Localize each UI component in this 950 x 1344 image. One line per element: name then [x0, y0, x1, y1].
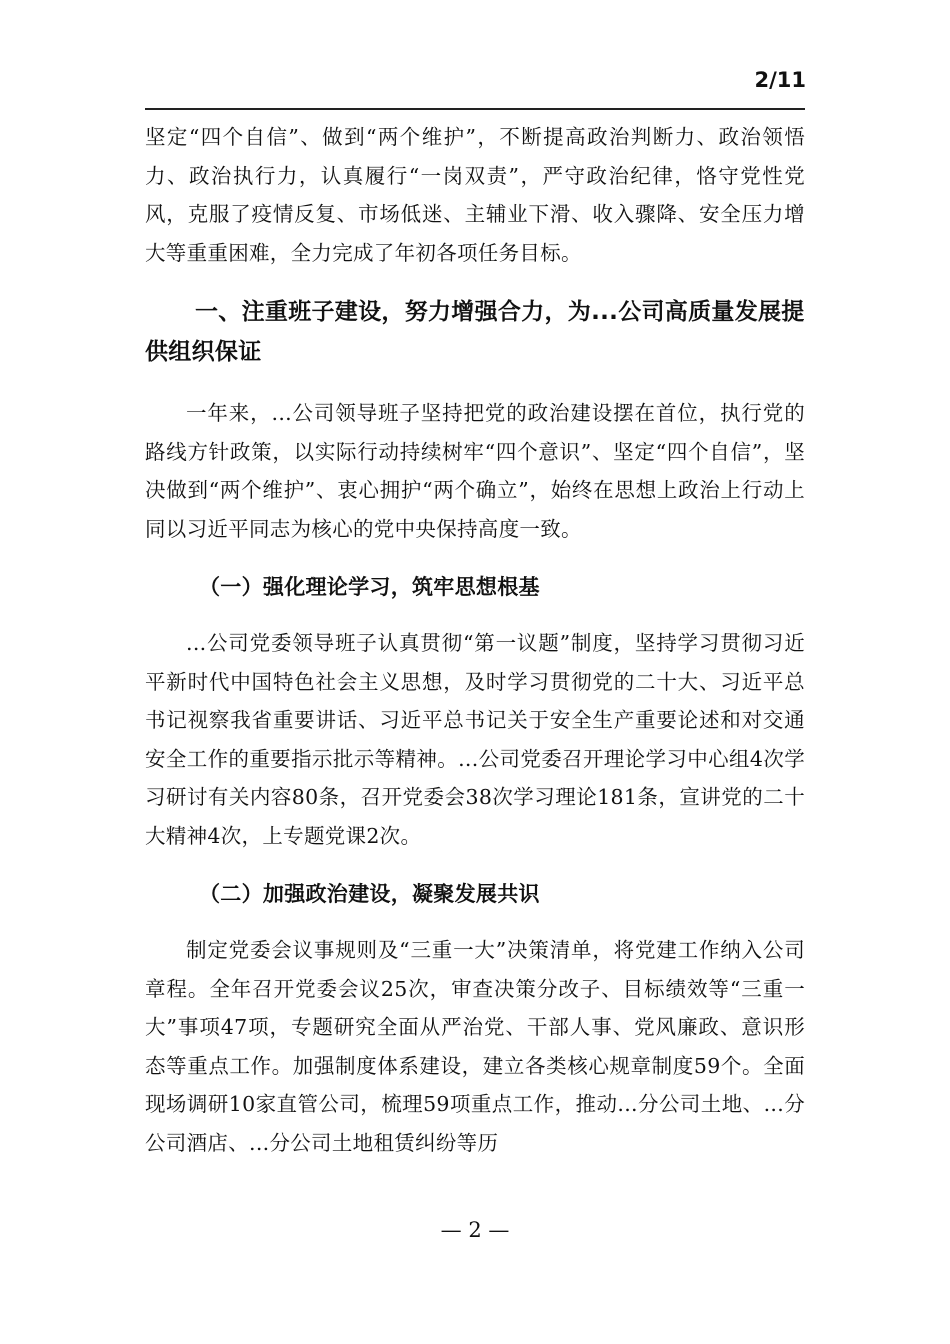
section-1-paragraph: 一年来，...公司领导班子坚持把党的政治建设摆在首位，执行党的路线方针政策，以实际行动持续树牢“四个意识”、坚定“四个自信”，坚决做到“两个维护”、衷心拥护“两个确立”，始终在思想上政治上行动上同以习近平同志为核心的党中央保持高度一致。: [145, 401, 805, 541]
sub-heading-1: （一）强化理论学习，筑牢思想根基: [199, 575, 540, 599]
intro-paragraph: 坚定“四个自信”、做到“两个维护”，不断提高政治判断力、政治领悟力、政治执行力，认真履行“一岗双责”，严守政治纪律，恪守党性党风，克服了疫情反复、市场低迷、主辅业下滑、收入骤降、安全压力增大等重重困难，全力完成了年初各项任务目标。: [145, 125, 805, 265]
sub-section-1-paragraph: ...公司党委领导班子认真贯彻“第一议题”制度，坚持学习贯彻习近平新时代中国特色社会主义思想，及时学习贯彻党的二十大、习近平总书记视察我省重要讲话、习近平总书记关于安全生产重要论述和对交通安全工作的重要指示批示等精神。...公司党委召开理论学习中心组4次学习研讨有关内容80条，召开党委会38次学习理论181条，宣讲党的二十大精神4次，上专题党课2次。: [145, 631, 805, 848]
page-indicator: 2/11: [754, 68, 806, 92]
section-heading-1: 一、注重班子建设，努力增强合力，为...公司高质量发展提供组织保证: [145, 299, 805, 365]
sub-heading-2: （二）加强政治建设，凝聚发展共识: [199, 882, 540, 906]
document-body: [145, 118, 805, 1162]
header-rule: [145, 108, 805, 110]
footer-page-number: — 2 —: [440, 1218, 510, 1242]
sub-section-2-paragraph: 制定党委会议事规则及“三重一大”决策清单，将党建工作纳入公司章程。全年召开党委会议25次，审查决策分改子、目标绩效等“三重一大”事项47项，专题研究全面从严治党、干部人事、党风廉政、意识形态等重点工作。加强制度体系建设，建立各类核心规章制度59个。全面现场调研10家直管公司，梳理59项重点工作，推动...分公司土地、...分公司酒店、...分公司土地租赁纠纷等历: [145, 938, 805, 1155]
